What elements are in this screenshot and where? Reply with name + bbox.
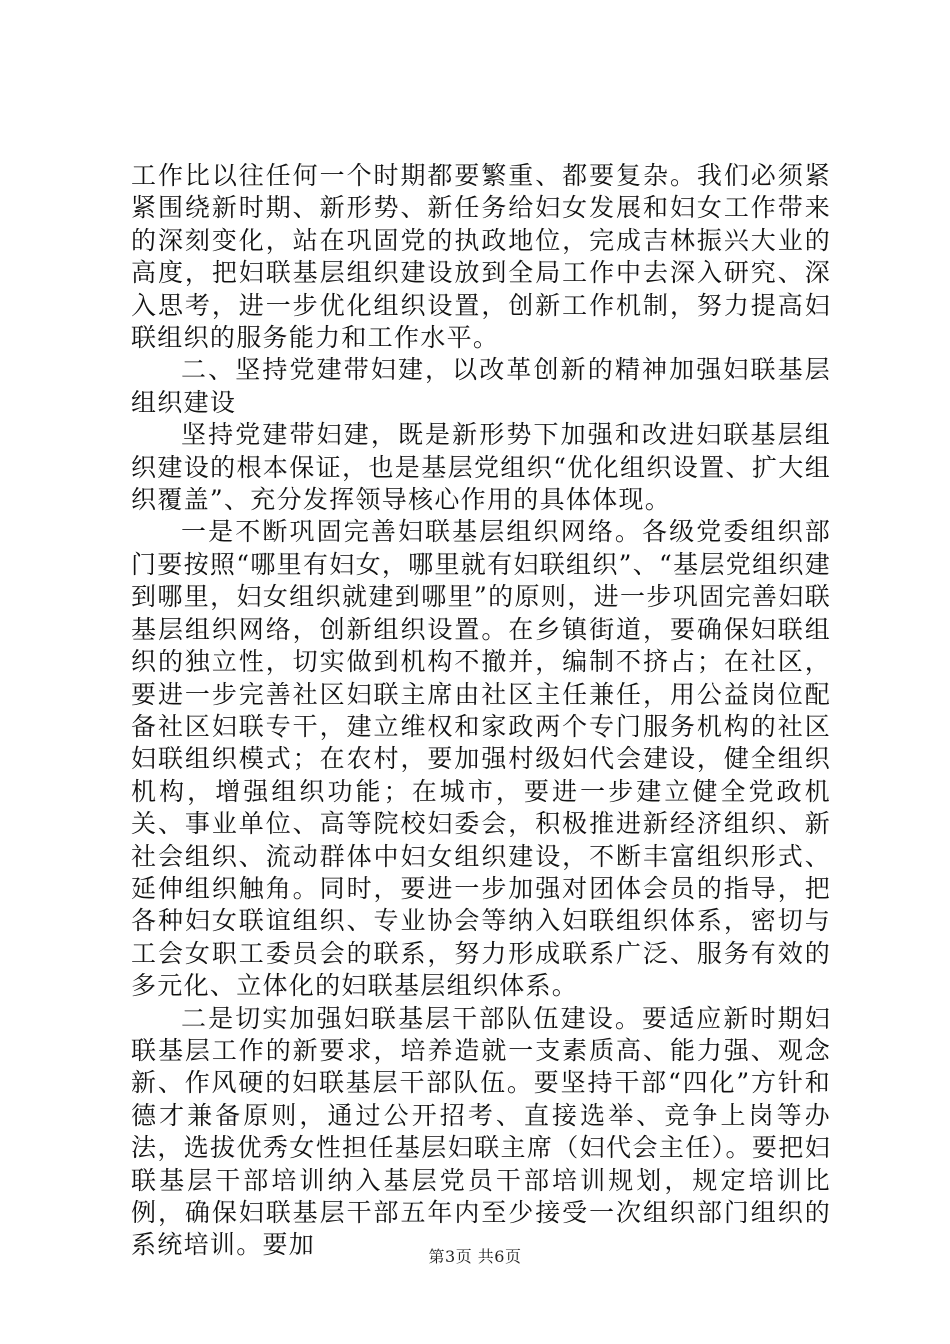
paragraph-point-1: 一是不断巩固完善妇联基层组织网络。各级党委组织部门要按照“哪里有妇女，哪里就有妇联组织”、“基层党组织建到哪里，妇女组织就建到哪里”的原则，进一步巩固完善妇联基层组织网络，创新组织设置。在乡镇街道，要确保妇联组织的独立性，切实做到机构不撤并，编制不挤占；在社区，要进一步完善社区妇联主席由社区主任兼任，用公益岗位配备社区妇联专干，建立维权和家政两个专门服务机构的社区妇联组织模式；在农村，要加强村级妇代会建设，健全组织机构，增强组织功能；在城市，要进一步建立健全党政机关、事业单位、高等院校妇委会，积极推进新经济组织、新社会组织、流动群体中妇女组织建设，不断丰富组织形式、延伸组织触角。同时，要进一步加强对团体会员的指导，把各种妇女联谊组织、专业协会等纳入妇联组织体系，密切与工会女职工委员会的联系，努力形成联系广泛、服务有效的多元化、立体化的妇联基层组织体系。 <box>131 517 831 1001</box>
page-number-footer: 第3页 共6页 <box>428 1247 522 1266</box>
paragraph-continuation: 工作比以往任何一个时期都要繁重、都要复杂。我们必须紧紧围绕新时期、新形势、新任务给妇女发展和妇女工作带来的深刻变化，站在巩固党的执政地位，完成吉林振兴大业的高度，把妇联基层组织建设放到全局工作中去深入研究、深入思考，进一步优化组织设置，创新工作机制，努力提高妇联组织的服务能力和工作水平。 <box>131 161 831 353</box>
paragraph-point-2: 二是切实加强妇联基层干部队伍建设。要适应新时期妇联基层工作的新要求，培养造就一支素质高、能力强、观念新、作风硬的妇联基层干部队伍。要坚持干部“四化”方针和德才兼备原则，通过公开招考、直接选举、竞争上岗等办法，选拔优秀女性担任基层妇联主席（妇代会主任）。要把妇联基层干部培训纳入基层党员干部培训规划，规定培训比例，确保妇联基层干部五年内至少接受一次组织部门组织的系统培训。要加 <box>131 1003 831 1260</box>
document-body <box>131 160 831 1262</box>
paragraph-intro: 坚持党建带妇建，既是新形势下加强和改进妇联基层组织建设的根本保证，也是基层党组织“优化组织设置、扩大组织覆盖”、充分发挥领导核心作用的具体体现。 <box>131 420 831 515</box>
section-heading-2: 二、坚持党建带妇建，以改革创新的精神加强妇联基层组织建设 <box>131 355 831 417</box>
